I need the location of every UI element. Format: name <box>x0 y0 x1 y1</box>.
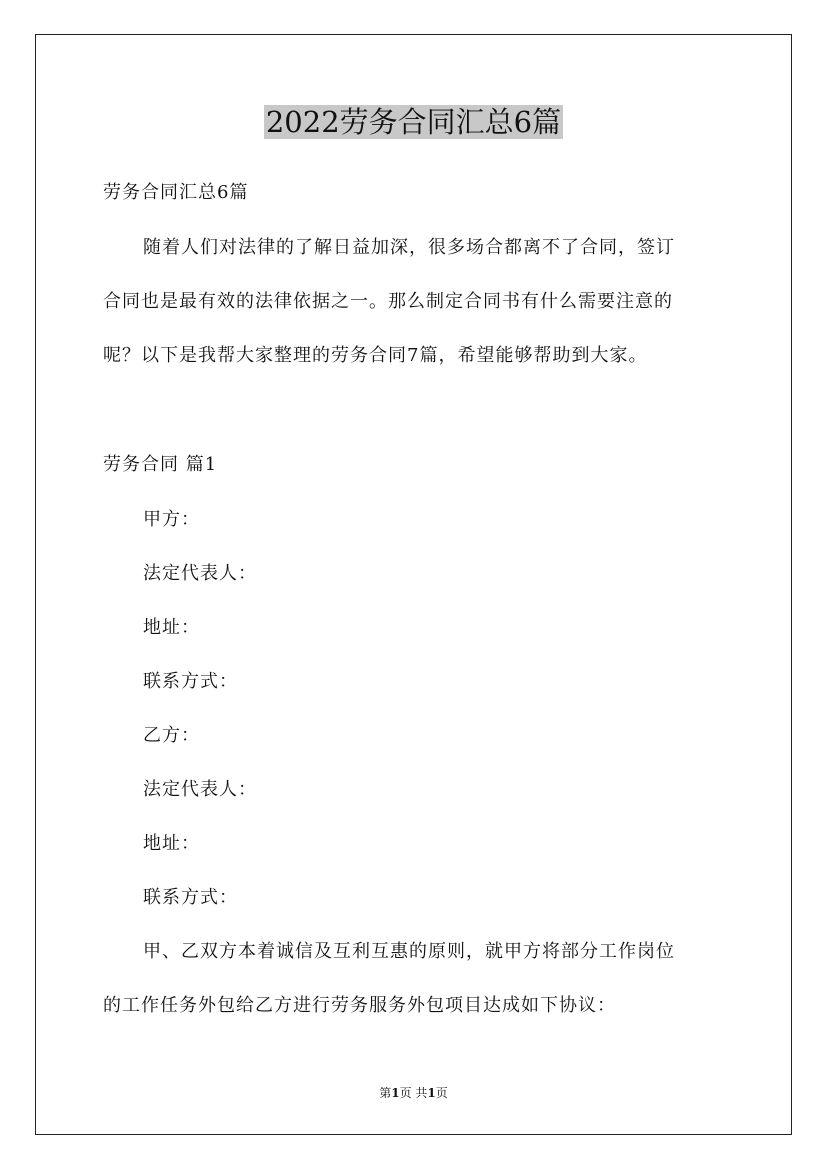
intro-paragraph-line-3: 呢？以下是我帮大家整理的劳务合同7篇，希望能够帮助到大家。 <box>103 345 648 366</box>
footer-page-total: 1 <box>427 1086 436 1100</box>
party-b-representative: 法定代表人： <box>143 779 257 800</box>
party-a-representative: 法定代表人： <box>143 563 257 584</box>
agreement-paragraph-line-2: 的工作任务外包给乙方进行劳务服务外包项目达成如下协议： <box>103 995 616 1016</box>
document-subtitle: 劳务合同汇总6篇 <box>103 182 249 203</box>
footer-page-number: 1 <box>391 1086 400 1100</box>
party-b-label: 乙方： <box>143 725 200 746</box>
intro-paragraph-line-1: 随着人们对法律的了解日益加深，很多场合都离不了合同，签订 <box>143 237 675 258</box>
party-b-contact: 联系方式： <box>143 887 238 908</box>
party-a-contact: 联系方式： <box>143 671 238 692</box>
footer-page-mid: 页 共 <box>399 1086 428 1100</box>
agreement-paragraph-line-1: 甲、乙双方本着诚信及互利互惠的原则，就甲方将部分工作岗位 <box>143 941 675 962</box>
footer-page-prefix: 第 <box>379 1086 392 1100</box>
party-a-address: 地址： <box>143 617 200 638</box>
footer-page-suffix: 页 <box>435 1086 448 1100</box>
document-title <box>0 100 827 144</box>
intro-paragraph-line-2: 合同也是最有效的法律依据之一。那么制定合同书有什么需要注意的 <box>103 291 673 312</box>
party-b-address: 地址： <box>143 833 200 854</box>
section-heading: 劳务合同 篇1 <box>103 454 218 475</box>
party-a-label: 甲方： <box>143 509 200 530</box>
document-title-text: 2022劳务合同汇总6篇 <box>265 105 562 139</box>
page-footer <box>0 1084 827 1102</box>
